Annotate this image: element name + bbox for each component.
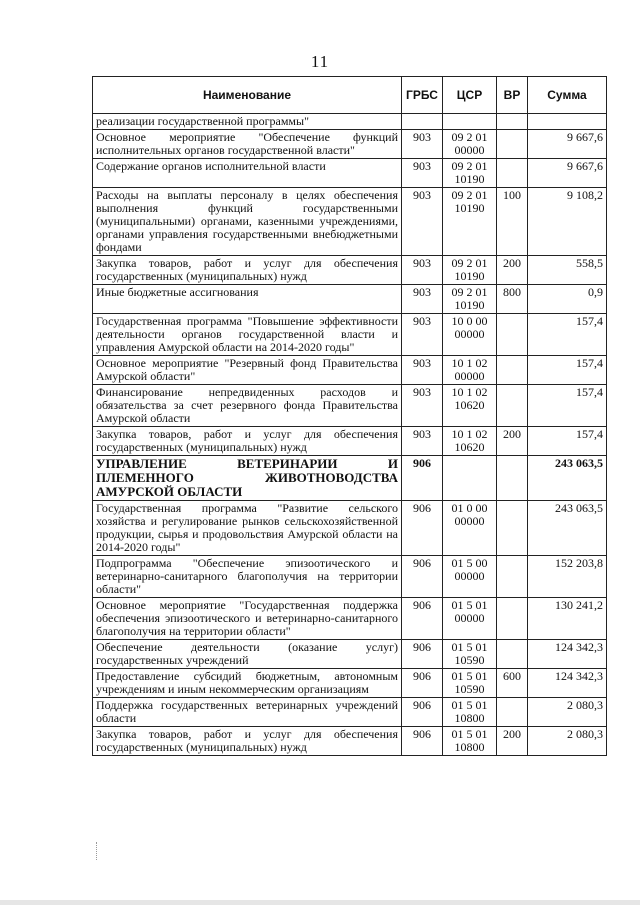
cell-sum: 2 080,3 <box>528 698 607 727</box>
cell-sum: 9 667,6 <box>528 130 607 159</box>
header-sum: Сумма <box>528 77 607 114</box>
page-number: 11 <box>310 52 330 71</box>
cell-csr: 01 0 00 00000 <box>443 501 497 556</box>
cell-name: УПРАВЛЕНИЕ ВЕТЕРИНАРИИ И ПЛЕМЕННОГО ЖИВОТНОВОДСТВА АМУРСКОЙ ОБЛАСТИ <box>93 456 402 501</box>
table-row <box>93 669 607 698</box>
header-vr: ВР <box>497 77 528 114</box>
cell-sum: 9 667,6 <box>528 159 607 188</box>
cell-name: Основное мероприятие "Государственная поддержка обеспечения эпизоотического и ветеринарно-санитарного благополучия на территории области" <box>93 598 402 640</box>
cell-grbs: 906 <box>402 501 443 556</box>
cell-csr: 10 1 02 10620 <box>443 427 497 456</box>
cell-csr <box>443 114 497 130</box>
table-row <box>93 314 607 356</box>
cell-grbs <box>402 114 443 130</box>
cell-sum: 124 342,3 <box>528 640 607 669</box>
cell-csr: 01 5 01 10590 <box>443 669 497 698</box>
cell-vr: 200 <box>497 727 528 756</box>
cell-vr <box>497 698 528 727</box>
table-row <box>93 159 607 188</box>
table-row <box>93 556 607 598</box>
cell-grbs: 906 <box>402 456 443 501</box>
cell-csr: 01 5 00 00000 <box>443 556 497 598</box>
header-csr: ЦСР <box>443 77 497 114</box>
table-row <box>93 501 607 556</box>
scan-edge <box>0 900 640 905</box>
table-row <box>93 727 607 756</box>
cell-csr: 01 5 01 10590 <box>443 640 497 669</box>
cell-vr <box>497 314 528 356</box>
cell-vr: 200 <box>497 256 528 285</box>
cell-sum <box>528 114 607 130</box>
cell-name: Государственная программа "Развитие сельского хозяйства и регулирование рынков сельскохозяйственной продукции, сырья и продовольствия Амурской области на 2014-2020 годы" <box>93 501 402 556</box>
cell-name: Государственная программа "Повышение эффективности деятельности органов государственной власти и управления Амурской области на 2014-2020 годы" <box>93 314 402 356</box>
cell-vr: 200 <box>497 427 528 456</box>
cell-csr: 01 5 01 00000 <box>443 598 497 640</box>
margin-mark <box>96 842 97 860</box>
cell-csr <box>443 456 497 501</box>
cell-vr <box>497 501 528 556</box>
cell-vr: 600 <box>497 669 528 698</box>
cell-sum: 558,5 <box>528 256 607 285</box>
cell-grbs: 903 <box>402 256 443 285</box>
cell-vr <box>497 356 528 385</box>
cell-vr <box>497 456 528 501</box>
cell-name: Подпрограмма "Обеспечение эпизоотического и ветеринарно-санитарного благополучия на территории области" <box>93 556 402 598</box>
cell-name: Поддержка государственных ветеринарных учреждений области <box>93 698 402 727</box>
cell-sum: 130 241,2 <box>528 598 607 640</box>
table-row <box>93 130 607 159</box>
table-body <box>93 114 607 756</box>
cell-vr <box>497 159 528 188</box>
cell-sum: 157,4 <box>528 427 607 456</box>
table-row <box>93 456 607 501</box>
cell-csr: 01 5 01 10800 <box>443 698 497 727</box>
cell-grbs: 903 <box>402 188 443 256</box>
cell-grbs: 906 <box>402 698 443 727</box>
cell-grbs: 903 <box>402 285 443 314</box>
cell-csr: 09 2 01 10190 <box>443 188 497 256</box>
table-row <box>93 114 607 130</box>
cell-sum: 2 080,3 <box>528 727 607 756</box>
table-row <box>93 285 607 314</box>
cell-vr: 800 <box>497 285 528 314</box>
table-header-row <box>93 77 607 114</box>
cell-grbs: 906 <box>402 669 443 698</box>
cell-name: Обеспечение деятельности (оказание услуг) государственных учреждений <box>93 640 402 669</box>
cell-sum: 9 108,2 <box>528 188 607 256</box>
cell-csr: 10 1 02 00000 <box>443 356 497 385</box>
table-row <box>93 640 607 669</box>
cell-csr: 09 2 01 00000 <box>443 130 497 159</box>
cell-grbs: 903 <box>402 314 443 356</box>
cell-vr <box>497 114 528 130</box>
cell-grbs: 906 <box>402 640 443 669</box>
cell-name: Закупка товаров, работ и услуг для обеспечения государственных (муниципальных) нужд <box>93 256 402 285</box>
cell-grbs: 903 <box>402 130 443 159</box>
cell-name: Основное мероприятие "Обеспечение функций исполнительных органов государственной власти" <box>93 130 402 159</box>
cell-vr <box>497 640 528 669</box>
table-row <box>93 427 607 456</box>
cell-grbs: 903 <box>402 159 443 188</box>
budget-table <box>92 76 607 756</box>
cell-sum: 243 063,5 <box>528 501 607 556</box>
cell-csr: 01 5 01 10800 <box>443 727 497 756</box>
cell-name: реализации государственной программы" <box>93 114 402 130</box>
table-row <box>93 256 607 285</box>
cell-name: Предоставление субсидий бюджетным, автономным учреждениям и иным некоммерческим организациям <box>93 669 402 698</box>
cell-sum: 152 203,8 <box>528 556 607 598</box>
cell-grbs: 906 <box>402 727 443 756</box>
cell-grbs: 906 <box>402 598 443 640</box>
cell-grbs: 903 <box>402 427 443 456</box>
header-name: Наименование <box>93 77 402 114</box>
cell-sum: 124 342,3 <box>528 669 607 698</box>
table-row <box>93 698 607 727</box>
cell-grbs: 903 <box>402 385 443 427</box>
cell-vr <box>497 556 528 598</box>
cell-sum: 157,4 <box>528 385 607 427</box>
cell-vr <box>497 598 528 640</box>
cell-grbs: 906 <box>402 556 443 598</box>
cell-name: Расходы на выплаты персоналу в целях обеспечения выполнения функций государственными (муниципальными) органами, казенными учреждениями, органами управления государственными внебюджетными фондами <box>93 188 402 256</box>
cell-csr: 09 2 01 10190 <box>443 159 497 188</box>
table-row <box>93 598 607 640</box>
cell-sum: 157,4 <box>528 314 607 356</box>
table-row <box>93 385 607 427</box>
table-row <box>93 356 607 385</box>
cell-sum: 0,9 <box>528 285 607 314</box>
cell-csr: 09 2 01 10190 <box>443 285 497 314</box>
cell-sum: 243 063,5 <box>528 456 607 501</box>
cell-name: Закупка товаров, работ и услуг для обеспечения государственных (муниципальных) нужд <box>93 427 402 456</box>
cell-sum: 157,4 <box>528 356 607 385</box>
cell-csr: 10 0 00 00000 <box>443 314 497 356</box>
table-row <box>93 188 607 256</box>
cell-name: Финансирование непредвиденных расходов и обязательства за счет резервного фонда Правительства Амурской области <box>93 385 402 427</box>
cell-vr <box>497 130 528 159</box>
cell-csr: 10 1 02 10620 <box>443 385 497 427</box>
cell-name: Закупка товаров, работ и услуг для обеспечения государственных (муниципальных) нужд <box>93 727 402 756</box>
cell-vr: 100 <box>497 188 528 256</box>
header-grbs: ГРБС <box>402 77 443 114</box>
cell-grbs: 903 <box>402 356 443 385</box>
cell-name: Содержание органов исполнительной власти <box>93 159 402 188</box>
cell-csr: 09 2 01 10190 <box>443 256 497 285</box>
cell-name: Основное мероприятие "Резервный фонд Правительства Амурской области" <box>93 356 402 385</box>
cell-name: Иные бюджетные ассигнования <box>93 285 402 314</box>
cell-vr <box>497 385 528 427</box>
